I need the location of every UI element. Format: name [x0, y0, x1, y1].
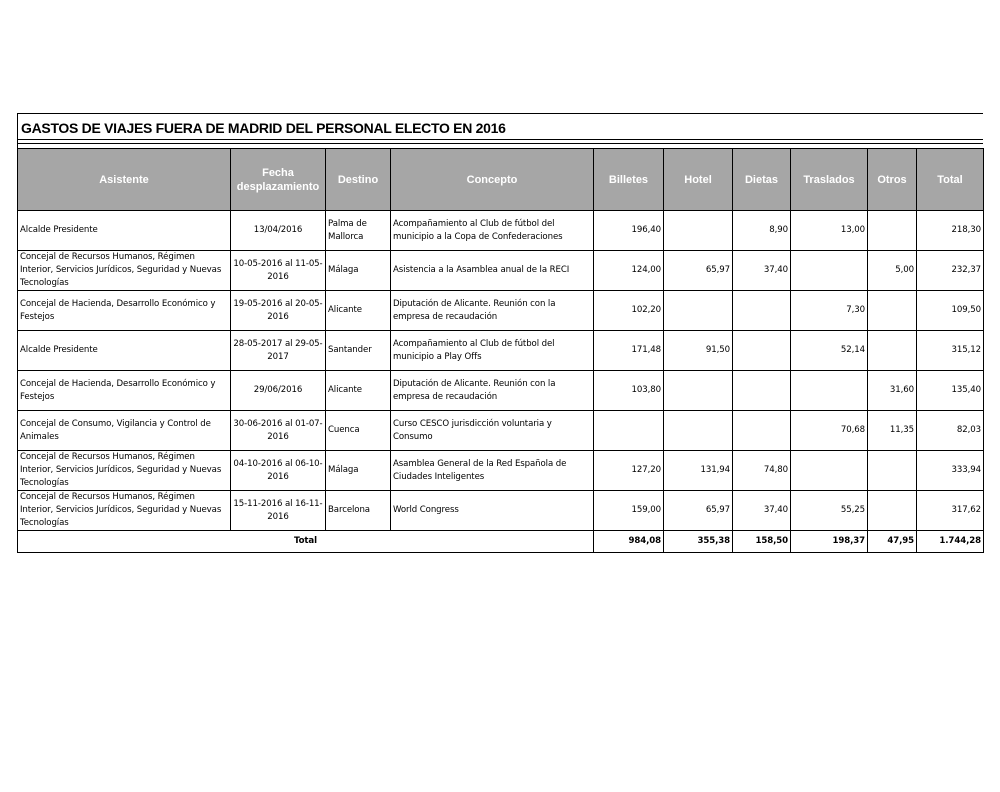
table-row [18, 291, 984, 331]
cell-fecha: 13/04/2016 [231, 211, 326, 251]
cell-concepto: Asistencia a la Asamblea anual de la RECI [391, 251, 594, 291]
cell-destino: Alicante [326, 291, 391, 331]
col-header-otros: Otros [868, 149, 917, 211]
totals-hotel: 355,38 [664, 531, 733, 553]
cell-destino: Málaga [326, 251, 391, 291]
cell-dietas [733, 291, 791, 331]
cell-fecha: 15-11-2016 al 16-11-2016 [231, 491, 326, 531]
col-header-concepto: Concepto [391, 149, 594, 211]
table-row [18, 211, 984, 251]
title-row [17, 113, 983, 139]
cell-dietas [733, 371, 791, 411]
cell-destino: Barcelona [326, 491, 391, 531]
cell-fecha: 04-10-2016 al 06-10-2016 [231, 451, 326, 491]
cell-asistente: Alcalde Presidente [18, 211, 231, 251]
totals-row [18, 531, 984, 553]
col-header-hotel: Hotel [664, 149, 733, 211]
expenses-table [17, 148, 984, 553]
cell-otros: 5,00 [868, 251, 917, 291]
cell-concepto: Asamblea General de la Red Española de Ciudades Inteligentes [391, 451, 594, 491]
totals-dietas: 158,50 [733, 531, 791, 553]
cell-hotel: 91,50 [664, 331, 733, 371]
cell-destino: Palma de Mallorca [326, 211, 391, 251]
header-row [18, 149, 984, 211]
cell-total: 333,94 [917, 451, 984, 491]
cell-otros [868, 331, 917, 371]
cell-billetes: 124,00 [594, 251, 664, 291]
expense-sheet [17, 113, 983, 553]
totals-billetes: 984,08 [594, 531, 664, 553]
cell-fecha: 30-06-2016 al 01-07-2016 [231, 411, 326, 451]
cell-otros [868, 291, 917, 331]
cell-asistente: Concejal de Recursos Humanos, Régimen Interior, Servicios Jurídicos, Seguridad y Nuevas Tecnologías [18, 491, 231, 531]
cell-total: 317,62 [917, 491, 984, 531]
cell-concepto: Acompañamiento al Club de fútbol del municipio a Play Offs [391, 331, 594, 371]
totals-label: Total [18, 531, 594, 553]
cell-total: 218,30 [917, 211, 984, 251]
cell-otros: 31,60 [868, 371, 917, 411]
cell-dietas: 37,40 [733, 491, 791, 531]
cell-hotel [664, 211, 733, 251]
col-header-asistente: Asistente [18, 149, 231, 211]
cell-destino: Alicante [326, 371, 391, 411]
totals-total: 1.744,28 [917, 531, 984, 553]
col-header-fecha: Fecha desplazamiento [231, 149, 326, 211]
col-header-traslados: Traslados [791, 149, 868, 211]
cell-dietas: 74,80 [733, 451, 791, 491]
cell-traslados [791, 451, 868, 491]
cell-asistente: Concejal de Recursos Humanos, Régimen Interior, Servicios Jurídicos, Seguridad y Nuevas Tecnologías [18, 251, 231, 291]
cell-billetes: 103,80 [594, 371, 664, 411]
cell-billetes: 159,00 [594, 491, 664, 531]
cell-asistente: Concejal de Consumo, Vigilancia y Control de Animales [18, 411, 231, 451]
table-row [18, 451, 984, 491]
cell-total: 135,40 [917, 371, 984, 411]
cell-otros: 11,35 [868, 411, 917, 451]
table-row [18, 331, 984, 371]
cell-total: 82,03 [917, 411, 984, 451]
cell-concepto: Curso CESCO jurisdicción voluntaria y Consumo [391, 411, 594, 451]
cell-otros [868, 451, 917, 491]
table-row [18, 411, 984, 451]
totals-traslados: 198,37 [791, 531, 868, 553]
cell-destino: Cuenca [326, 411, 391, 451]
table-row [18, 251, 984, 291]
totals-otros: 47,95 [868, 531, 917, 553]
col-header-total: Total [917, 149, 984, 211]
cell-concepto: Diputación de Alicante. Reunión con la empresa de recaudación [391, 371, 594, 411]
cell-traslados: 55,25 [791, 491, 868, 531]
cell-traslados [791, 251, 868, 291]
cell-hotel [664, 291, 733, 331]
cell-fecha: 10-05-2016 al 11-05-2016 [231, 251, 326, 291]
col-header-billetes: Billetes [594, 149, 664, 211]
cell-asistente: Alcalde Presidente [18, 331, 231, 371]
cell-dietas [733, 411, 791, 451]
cell-concepto: Acompañamiento al Club de fútbol del municipio a la Copa de Confederaciones [391, 211, 594, 251]
cell-hotel: 131,94 [664, 451, 733, 491]
table-row [18, 491, 984, 531]
cell-asistente: Concejal de Recursos Humanos, Régimen Interior, Servicios Jurídicos, Seguridad y Nuevas Tecnologías [18, 451, 231, 491]
col-header-dietas: Dietas [733, 149, 791, 211]
cell-dietas [733, 331, 791, 371]
cell-billetes [594, 411, 664, 451]
cell-traslados: 7,30 [791, 291, 868, 331]
cell-hotel: 65,97 [664, 251, 733, 291]
cell-traslados: 13,00 [791, 211, 868, 251]
cell-asistente: Concejal de Hacienda, Desarrollo Económico y Festejos [18, 291, 231, 331]
cell-fecha: 29/06/2016 [231, 371, 326, 411]
table-row [18, 371, 984, 411]
cell-dietas: 37,40 [733, 251, 791, 291]
cell-traslados [791, 371, 868, 411]
cell-billetes: 196,40 [594, 211, 664, 251]
cell-fecha: 19-05-2016 al 20-05-2016 [231, 291, 326, 331]
cell-fecha: 28-05-2017 al 29-05-2017 [231, 331, 326, 371]
cell-traslados: 70,68 [791, 411, 868, 451]
cell-asistente: Concejal de Hacienda, Desarrollo Económico y Festejos [18, 371, 231, 411]
cell-destino: Santander [326, 331, 391, 371]
cell-billetes: 102,20 [594, 291, 664, 331]
cell-destino: Málaga [326, 451, 391, 491]
cell-otros [868, 491, 917, 531]
cell-dietas: 8,90 [733, 211, 791, 251]
cell-total: 109,50 [917, 291, 984, 331]
cell-hotel: 65,97 [664, 491, 733, 531]
cell-hotel [664, 371, 733, 411]
cell-total: 232,37 [917, 251, 984, 291]
cell-traslados: 52,14 [791, 331, 868, 371]
cell-billetes: 127,20 [594, 451, 664, 491]
cell-billetes: 171,48 [594, 331, 664, 371]
col-header-destino: Destino [326, 149, 391, 211]
cell-total: 315,12 [917, 331, 984, 371]
cell-hotel [664, 411, 733, 451]
page-title: GASTOS DE VIAJES FUERA DE MADRID DEL PERSONAL ELECTO EN 2016 [21, 120, 506, 136]
cell-otros [868, 211, 917, 251]
cell-concepto: World Congress [391, 491, 594, 531]
cell-concepto: Diputación de Alicante. Reunión con la empresa de recaudación [391, 291, 594, 331]
